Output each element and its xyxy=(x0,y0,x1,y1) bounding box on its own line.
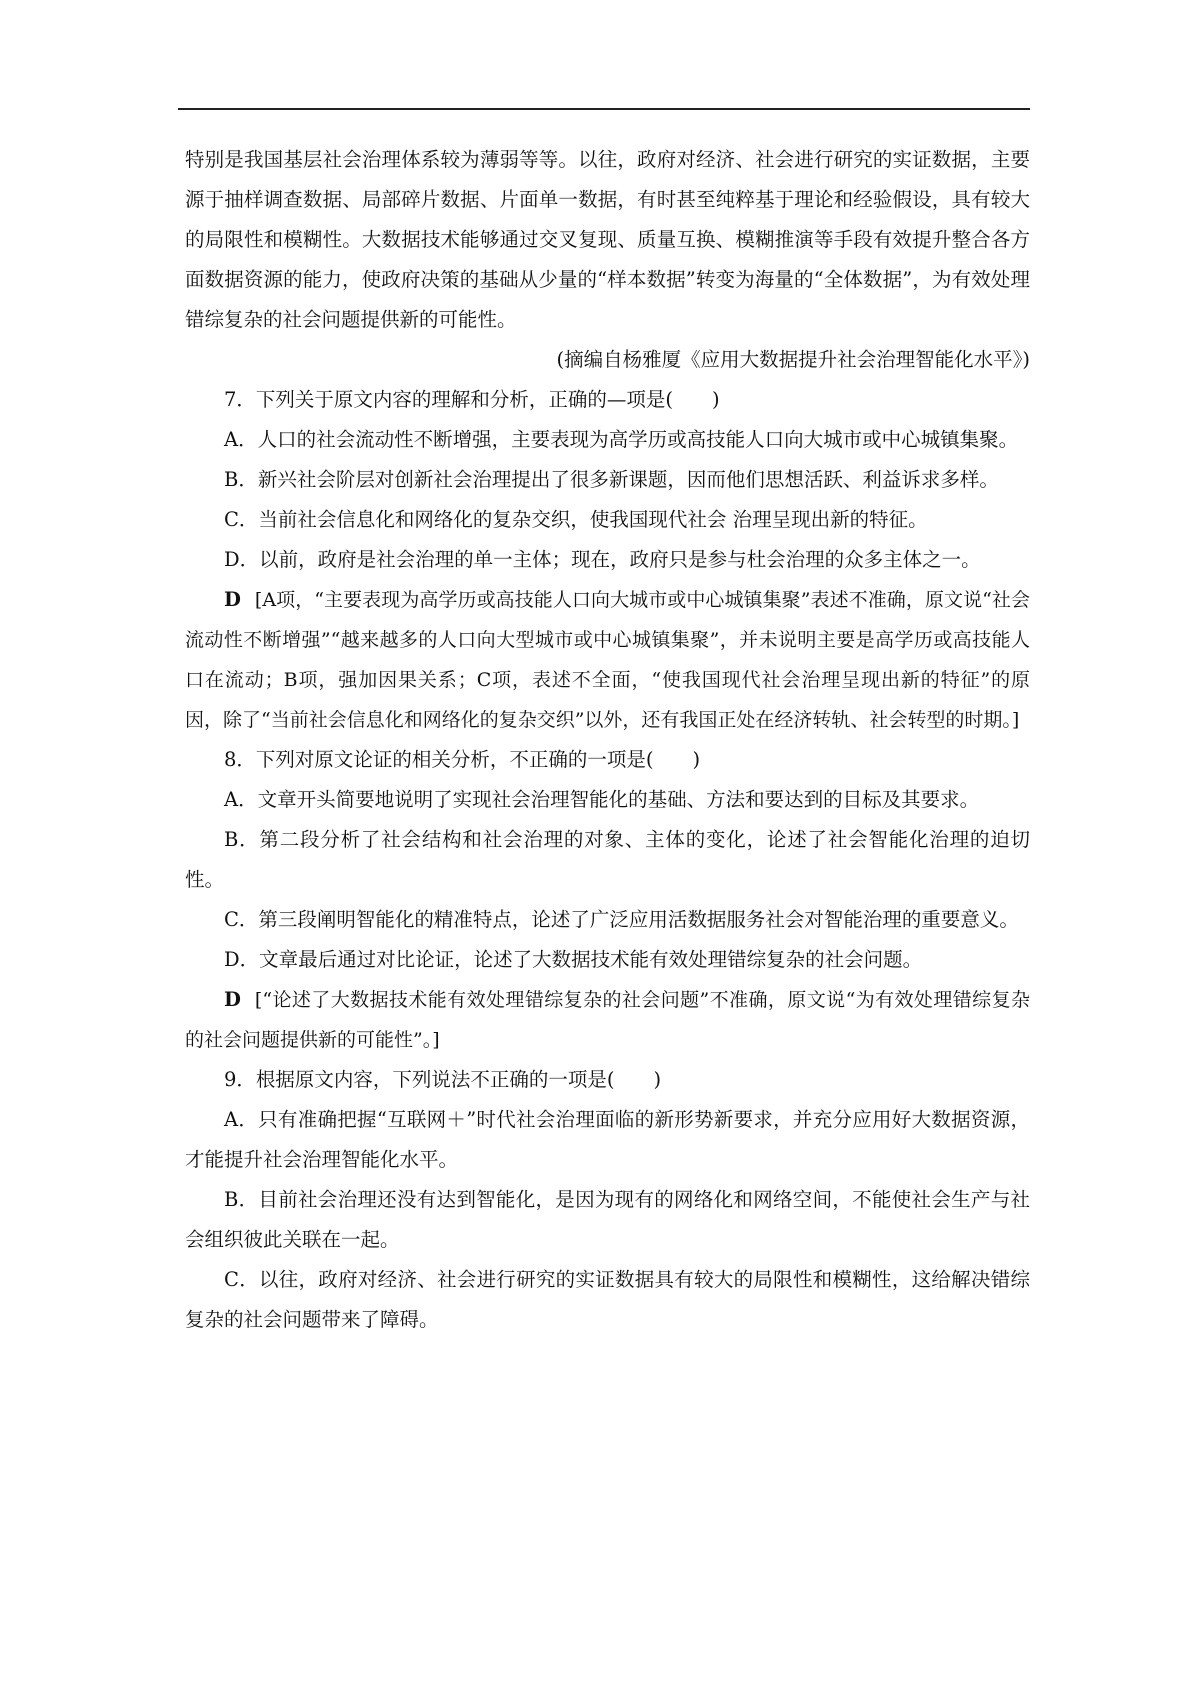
question-7-option-c: C．当前社会信息化和网络化的复杂交织，使我国现代社会 治理呈现出新的特征。 xyxy=(224,508,928,531)
question-9-option-c: C．以往，政府对经济、社会进行研究的实证数据具有较大的局限性和模糊性，这给解决错综复杂的社会问题带来了障碍。 xyxy=(185,1268,1030,1331)
question-7-solution xyxy=(185,580,1030,740)
question-9-option-a: A．只有准确把握“互联网＋”时代社会治理面临的新形势新要求，并充分应用好大数据资源，才能提升社会治理智能化水平。 xyxy=(185,1108,1030,1171)
question-8-explanation: [“论述了大数据技术能有效处理错综复杂的社会问题”不准确，原文说“为有效处理错综复杂的社会问题提供新的可能性”。] xyxy=(185,989,1030,1051)
question-8-option-c: C．第三段阐明智能化的精准特点，论述了广泛应用活数据服务社会对智能治理的重要意义。 xyxy=(224,908,1019,931)
question-8-option-d: D．文章最后通过对比论证，论述了大数据技术能有效处理错综复杂的社会问题。 xyxy=(224,948,923,971)
header-rule xyxy=(178,108,1030,110)
question-7-option-b: B．新兴社会阶层对创新社会治理提出了很多新课题，因而他们思想活跃、利益诉求多样。 xyxy=(224,468,999,491)
question-7-stem: 7．下列关于原文内容的理解和分析，正确的—项是( ) xyxy=(224,388,720,411)
page-content xyxy=(185,140,1030,1340)
question-7-answer: D xyxy=(224,588,241,611)
question-8-answer: D xyxy=(224,988,241,1011)
question-9-stem: 9．根据原文内容，下列说法不正确的一项是( ) xyxy=(224,1068,662,1091)
question-7-explanation: [A项，“主要表现为高学历或高技能人口向大城市或中心城镇集聚”表述不准确，原文说“社会流动性不断增强”“越来越多的人口向大型城市或中心城镇集聚”，并未说明主要是高学历或高技能人口在流动；B项，强加因果关系；C项，表述不全面，“使我国现代社会治理呈现出新的特征”的原因，除了“当前社会信息化和网络化的复杂交织”以外，还有我国正处在经济转轨、社会转型的时期。] xyxy=(185,589,1030,731)
passage-source: (摘编自杨雅厦《应用大数据提升社会治理智能化水平》) xyxy=(556,348,1030,371)
question-8-stem: 8．下列对原文论证的相关分析，不正确的一项是( ) xyxy=(224,748,701,771)
question-9-option-b: B．目前社会治理还没有达到智能化，是因为现有的网络化和网络空间，不能使社会生产与社会组织彼此关联在一起。 xyxy=(185,1188,1030,1251)
question-7-option-d: D．以前，政府是社会治理的单一主体；现在，政府只是参与杜会治理的众多主体之一。 xyxy=(224,548,981,571)
passage-paragraph-tail: 特别是我国基层社会治理体系较为薄弱等等。以往，政府对经济、社会进行研究的实证数据，主要源于抽样调查数据、局部碎片数据、片面单一数据，有时甚至纯粹基于理论和经验假设，具有较大的局限性和模糊性。大数据技术能够通过交叉复现、质量互换、模糊推演等手段有效提升整合各方面数据资源的能力，使政府决策的基础从少量的“样本数据”转变为海量的“全体数据”，为有效处理错综复杂的社会问题提供新的可能性。 xyxy=(185,148,1030,331)
question-8-option-b: B．第二段分析了社会结构和社会治理的对象、主体的变化，论述了社会智能化治理的迫切性。 xyxy=(185,828,1030,891)
question-8-option-a: A．文章开头简要地说明了实现社会治理智能化的基础、方法和要达到的目标及其要求。 xyxy=(224,788,980,811)
question-8-solution xyxy=(185,980,1030,1060)
question-7-option-a: A．人口的社会流动性不断增强，主要表现为高学历或高技能人口向大城市或中心城镇集聚。 xyxy=(224,428,1019,451)
